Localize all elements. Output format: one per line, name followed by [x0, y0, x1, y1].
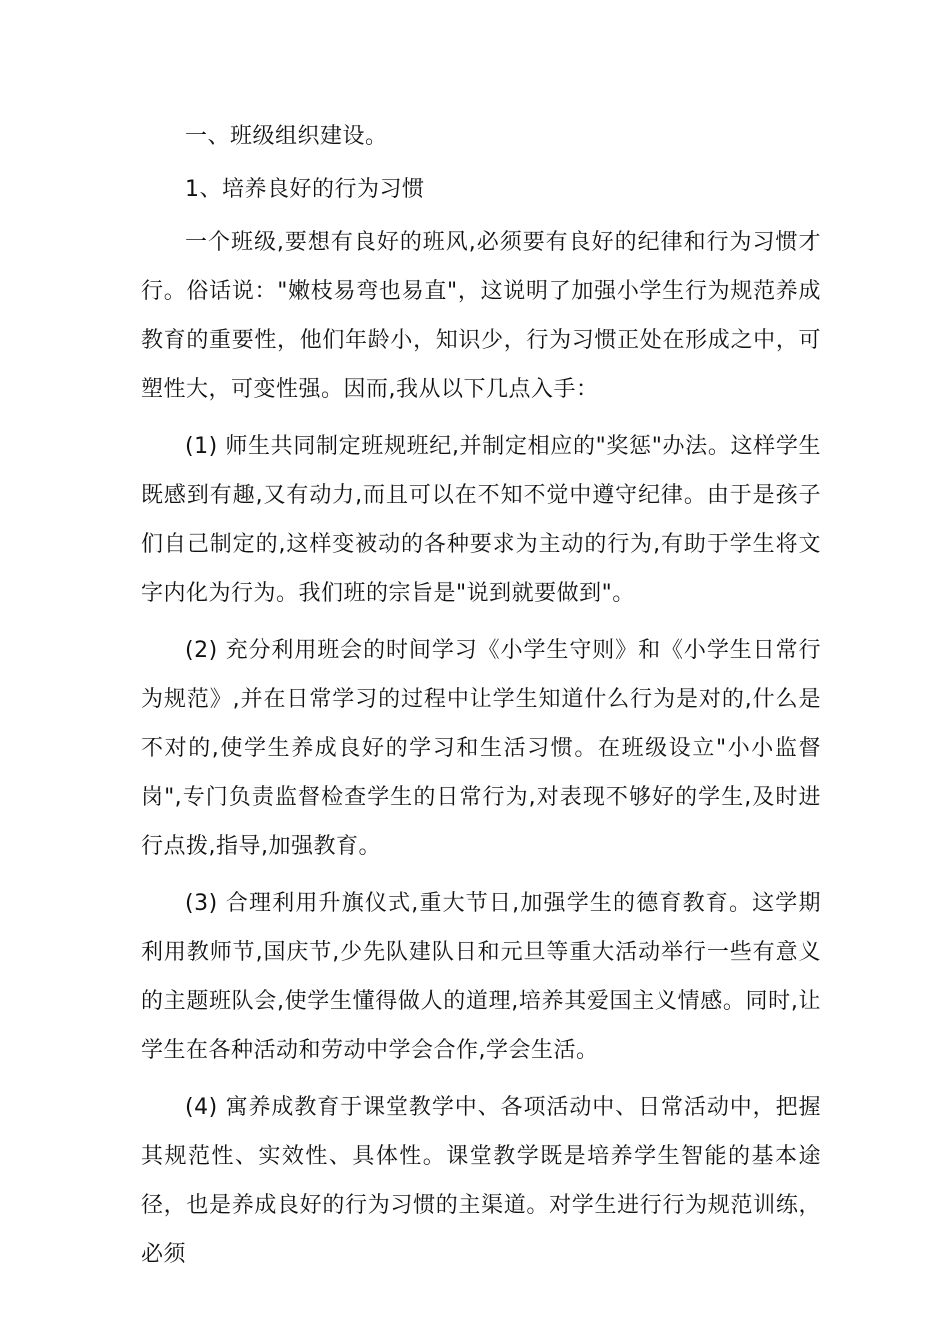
paragraph-point-4: (4) 寓养成教育于课堂教学中、各项活动中、日常活动中，把握其规范性、实效性、具体性。课堂教学既是培养学生智能的基本途径，也是养成良好的行为习惯的主渠道。对学生进行行为规范训练，必须 — [141, 1095, 821, 1267]
paragraph-point-2: (2) 充分利用班会的时间学习《小学生守则》和《小学生日常行为规范》,并在日常学习的过程中让学生知道什么行为是对的,什么是不对的,使学生养成良好的学习和生活习惯。在班级设立"小小监督岗",专门负责监督检查学生的日常行为,对表现不够好的学生,及时进行点拨,指导,加强教育。 — [141, 638, 821, 859]
paragraph-point-1: (1) 师生共同制定班规班纪,并制定相应的"奖惩"办法。这样学生既感到有趣,又有动力,而且可以在不知不觉中遵守纪律。由于是孩子们自己制定的,这样变被动的各种要求为主动的行为,有助于学生将文字内化为行为。我们班的宗旨是"说到就要做到"。 — [141, 434, 821, 606]
document-body — [141, 112, 821, 1287]
section-heading: 一、班级组织建设。 — [185, 124, 388, 149]
paragraph-intro: 一个班级,要想有良好的班风,必须要有良好的纪律和行为习惯才行。俗话说："嫩枝易弯也易直"，这说明了加强小学生行为规范养成教育的重要性，他们年龄小，知识少，行为习惯正处在形成之中，可塑性大，可变性强。因而,我从以下几点入手： — [141, 230, 821, 402]
subsection-heading: 1、培养良好的行为习惯 — [185, 177, 425, 202]
paragraph-point-3: (3) 合理利用升旗仪式,重大节日,加强学生的德育教育。这学期利用教师节,国庆节,少先队建队日和元旦等重大活动举行一些有意义的主题班队会,使学生懂得做人的道理,培养其爱国主义情感。同时,让学生在各种活动和劳动中学会合作,学会生活。 — [141, 891, 821, 1063]
